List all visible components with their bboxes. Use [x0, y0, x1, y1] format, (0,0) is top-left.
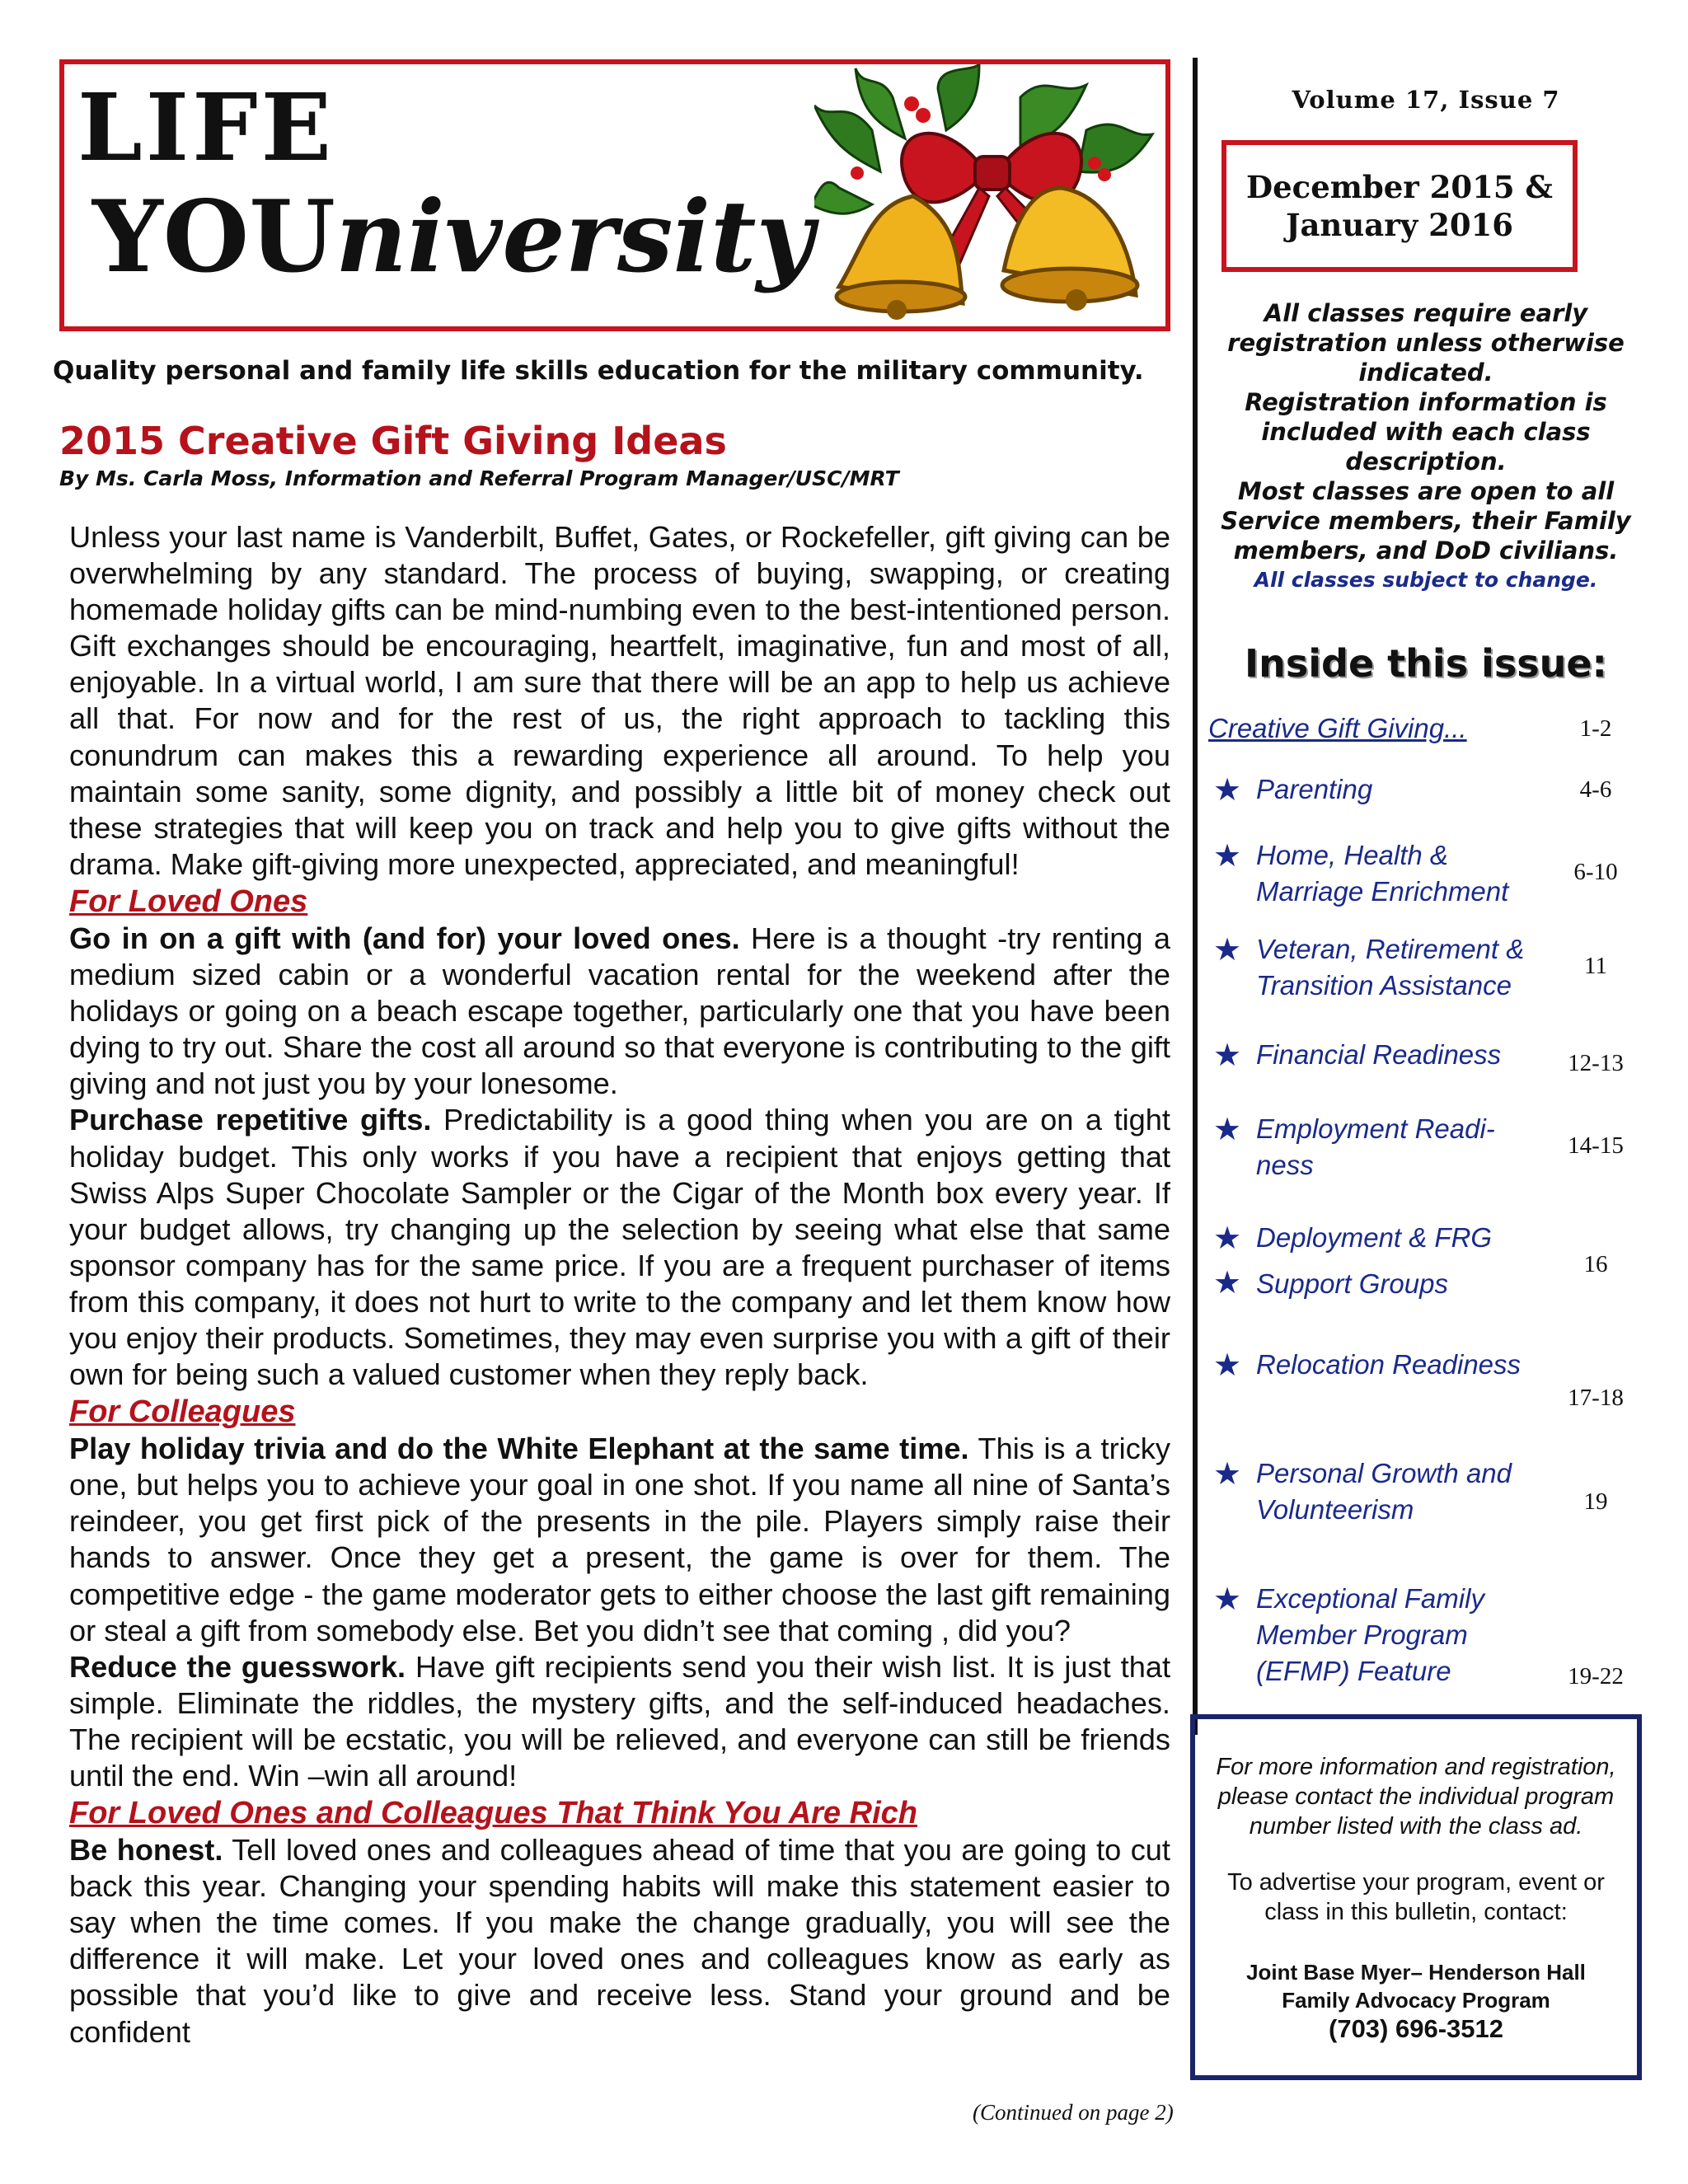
toc-heading: Inside this issue:	[1245, 641, 1607, 686]
toc-item-page: 19-22	[1568, 1663, 1624, 1690]
toc-item[interactable]	[1205, 837, 1640, 913]
toc-item-label[interactable]: Personal Growth and Volunteerism	[1256, 1458, 1512, 1525]
toc-item-label[interactable]: Veteran, Retirement & Transition Assistance	[1256, 934, 1525, 1001]
toc-item[interactable]	[1205, 1581, 1640, 1696]
issue-date-box	[1221, 140, 1578, 272]
contact-advertise-text: To advertise your program, event or class in this bulletin, contact:	[1227, 1869, 1605, 1925]
contact-org-line2: Family Advocacy Program	[1282, 1988, 1550, 2013]
toc-item-page: 4-6	[1579, 776, 1612, 803]
toc-item-page: 1-2	[1579, 715, 1612, 742]
toc-item-page: 19	[1583, 1488, 1608, 1515]
toc-item[interactable]	[1205, 710, 1640, 750]
title-younversity	[92, 179, 814, 295]
contact-organization	[1203, 1958, 1629, 2014]
toc-item-label[interactable]: Deployment & FRG	[1256, 1222, 1493, 1253]
toc-item[interactable]	[1205, 1037, 1640, 1086]
toc-item-page: 17-18	[1568, 1385, 1624, 1411]
masthead	[59, 59, 1170, 331]
contact-info-text: For more information and registration, please contact the individual program number listed with the class ad.	[1216, 1754, 1616, 1840]
article-paragraph	[69, 1102, 1170, 1393]
toc-item-label[interactable]: Support Groups	[1256, 1268, 1448, 1299]
section-heading-colleagues: For Colleagues	[69, 1394, 296, 1430]
article-paragraph	[69, 1649, 1170, 1794]
contact-phone[interactable]: (703) 696-3512	[1329, 2014, 1503, 2043]
continued-note: (Continued on page 2)	[973, 2100, 1174, 2125]
toc-item[interactable]	[1205, 1347, 1640, 1421]
article-intro: Unless your last name is Vanderbilt, Buffet, Gates, or Rockefeller, gift giving can be overwhelming by any standard. The process of buying, swapping, or creating homemade holiday gifts can be mind-numbing even to the best-intentioned person. Gift exchanges should be encouraging, heartfelt, imaginative, fun and most of all, enjoyable. In a virtual world, I am sure that there will be an app to help us achieve all that. For now and for the rest of us, the right approach to tackling this conundrum can makes this a rewarding experience all around. To help you maintain some sanity, some dignity, and possibly a little bit of money check out these strategies that will keep you on track and help you to give gifts without the drama. Make gift-giving more unexpected, appreciated, and meaningful!	[69, 520, 1170, 881]
notice-line: Most classes are open to all Service members, their Family members, and DoD civilians.	[1221, 477, 1631, 565]
star-icon: ★	[1213, 1347, 1242, 1383]
toc-item[interactable]	[1205, 1220, 1640, 1310]
toc-item-label[interactable]: Financial Readiness	[1256, 1039, 1502, 1070]
toc-item-label[interactable]: Creative Gift Giving...	[1208, 713, 1467, 743]
article-body	[69, 519, 1170, 2050]
title-life: LIFE	[77, 74, 335, 182]
toc-item[interactable]	[1205, 931, 1640, 1007]
toc-item[interactable]	[1205, 1111, 1640, 1187]
section-heading-loved-ones: For Loved Ones	[69, 883, 308, 919]
christmas-bells-icon	[814, 64, 1169, 328]
toc-item-label[interactable]: Parenting	[1256, 774, 1373, 804]
toc-item-page: 6-10	[1573, 859, 1618, 885]
toc-item-label[interactable]: Employment Readi-ness	[1256, 1113, 1495, 1180]
star-icon: ★	[1213, 1037, 1242, 1073]
paragraph-lead: Purchase repetitive gifts.	[69, 1103, 432, 1137]
toc-item-page: 12-13	[1568, 1050, 1624, 1076]
paragraph-text: Predictability is a good thing when you are on a tight holiday budget. This only works if you have a recipient that enjoys getting that Swiss Alps Super Chocolate Sampler or the Cigar of the Month box every year. If your budget allows, try changing up the selection by seeing what else that same sponsor company has for the same price. If you are a frequent purchaser of items from this company, it does not hurt to write to the company and let them know how you enjoy their products. Sometimes, they may even surprise you with a gift of their own for being such a valued customer when they reply back.	[69, 1103, 1170, 1392]
star-icon: ★	[1213, 771, 1242, 808]
toc-item-page: 11	[1584, 953, 1607, 979]
paragraph-lead: Be honest.	[69, 1833, 223, 1868]
toc-item-label[interactable]: Relocation Readiness	[1256, 1349, 1522, 1380]
tagline: Quality personal and family life skills education for the military community.	[53, 356, 1144, 386]
contact-box	[1190, 1714, 1642, 2080]
paragraph-text: Tell loved ones and colleagues ahead of time that you are going to cut back this year. Changing your spending habits will make this statement easier to say when the time comes. If you make the change gradually, you will see the difference it will make. Let your loved ones and colleagues know as early as possible that you’d like to give and receive less. Stand your ground and be confident	[69, 1833, 1170, 2049]
paragraph-lead: Reduce the guesswork.	[69, 1649, 406, 1684]
star-icon: ★	[1213, 1220, 1242, 1256]
star-icon: ★	[1213, 1581, 1242, 1617]
paragraph-lead: Play holiday trivia and do the White Elephant at the same time.	[69, 1432, 969, 1466]
notice-line: All classes require early registration unless otherwise indicated.	[1227, 299, 1625, 387]
star-icon: ★	[1213, 1264, 1242, 1301]
title-niversity: niversity	[335, 179, 814, 295]
toc-item-page: 16	[1583, 1251, 1608, 1277]
star-icon: ★	[1213, 1111, 1242, 1147]
paragraph-lead: Go in on a gift with (and for) your loved ones.	[69, 921, 740, 955]
column-divider	[1193, 58, 1198, 1735]
toc-item[interactable]	[1205, 1455, 1640, 1531]
toc-item-label[interactable]: Exceptional Family Member Program (EFMP) Feature	[1256, 1583, 1484, 1686]
paragraph-text: This is a tricky one, but helps you to achieve your goal in one shot. If you name all nine of Santa’s reindeer, you get first pick of the presents in the pile. Players simply raise their hands to answer. Once they get a present, the game is over for them. The competitive edge - the game moderator gets to either choose the last gift remaining or steal a gift from somebody else. Bet you didn’t see that coming , did you?	[69, 1432, 1170, 1647]
article-paragraph	[69, 1832, 1170, 2050]
contact-org-line1: Joint Base Myer– Henderson Hall	[1246, 1960, 1586, 1985]
star-icon: ★	[1213, 931, 1242, 968]
paragraph-text: Here is a thought -try renting a medium sized cabin or a wonderful vacation rental for the weekend after the holidays or going on a beach escape together, particularly one that you have been dying to try out. Share the cost all around so that everyone is contributing to the gift giving and not just you by your lonesome.	[69, 921, 1170, 1101]
article-paragraph	[69, 921, 1170, 1102]
article-byline: By Ms. Carla Moss, Information and Referral Program Manager/USC/MRT	[59, 466, 899, 490]
issue-volume: Volume 17, Issue 7	[1292, 86, 1560, 114]
star-icon: ★	[1213, 1455, 1242, 1492]
toc-item[interactable]	[1205, 771, 1640, 811]
issue-date-line2: January 2016	[1285, 207, 1514, 243]
registration-notice	[1212, 298, 1640, 595]
notice-change: All classes subject to change.	[1254, 568, 1598, 592]
star-icon: ★	[1213, 837, 1242, 874]
toc-item-label[interactable]: Home, Health & Marriage Enrichment	[1256, 840, 1509, 907]
article-paragraph	[69, 1431, 1170, 1649]
notice-line: Registration information is included with each class description.	[1245, 388, 1607, 476]
toc-item-page: 14-15	[1568, 1132, 1624, 1159]
issue-date-line1: December 2015 &	[1246, 169, 1553, 205]
article-title: 2015 Creative Gift Giving Ideas	[59, 419, 727, 463]
section-heading-rich: For Loved Ones and Colleagues That Think You Are Rich	[69, 1796, 917, 1831]
paragraph-text: Have gift recipients send you their wish list. It is just that simple. Eliminate the riddles, the mystery gifts, and the self-induced headaches. The recipient will be ecstatic, you will be relieved, and everyone can still be friends until the end. Win –win all around!	[69, 1649, 1170, 1793]
title-you: YOU	[92, 179, 335, 295]
